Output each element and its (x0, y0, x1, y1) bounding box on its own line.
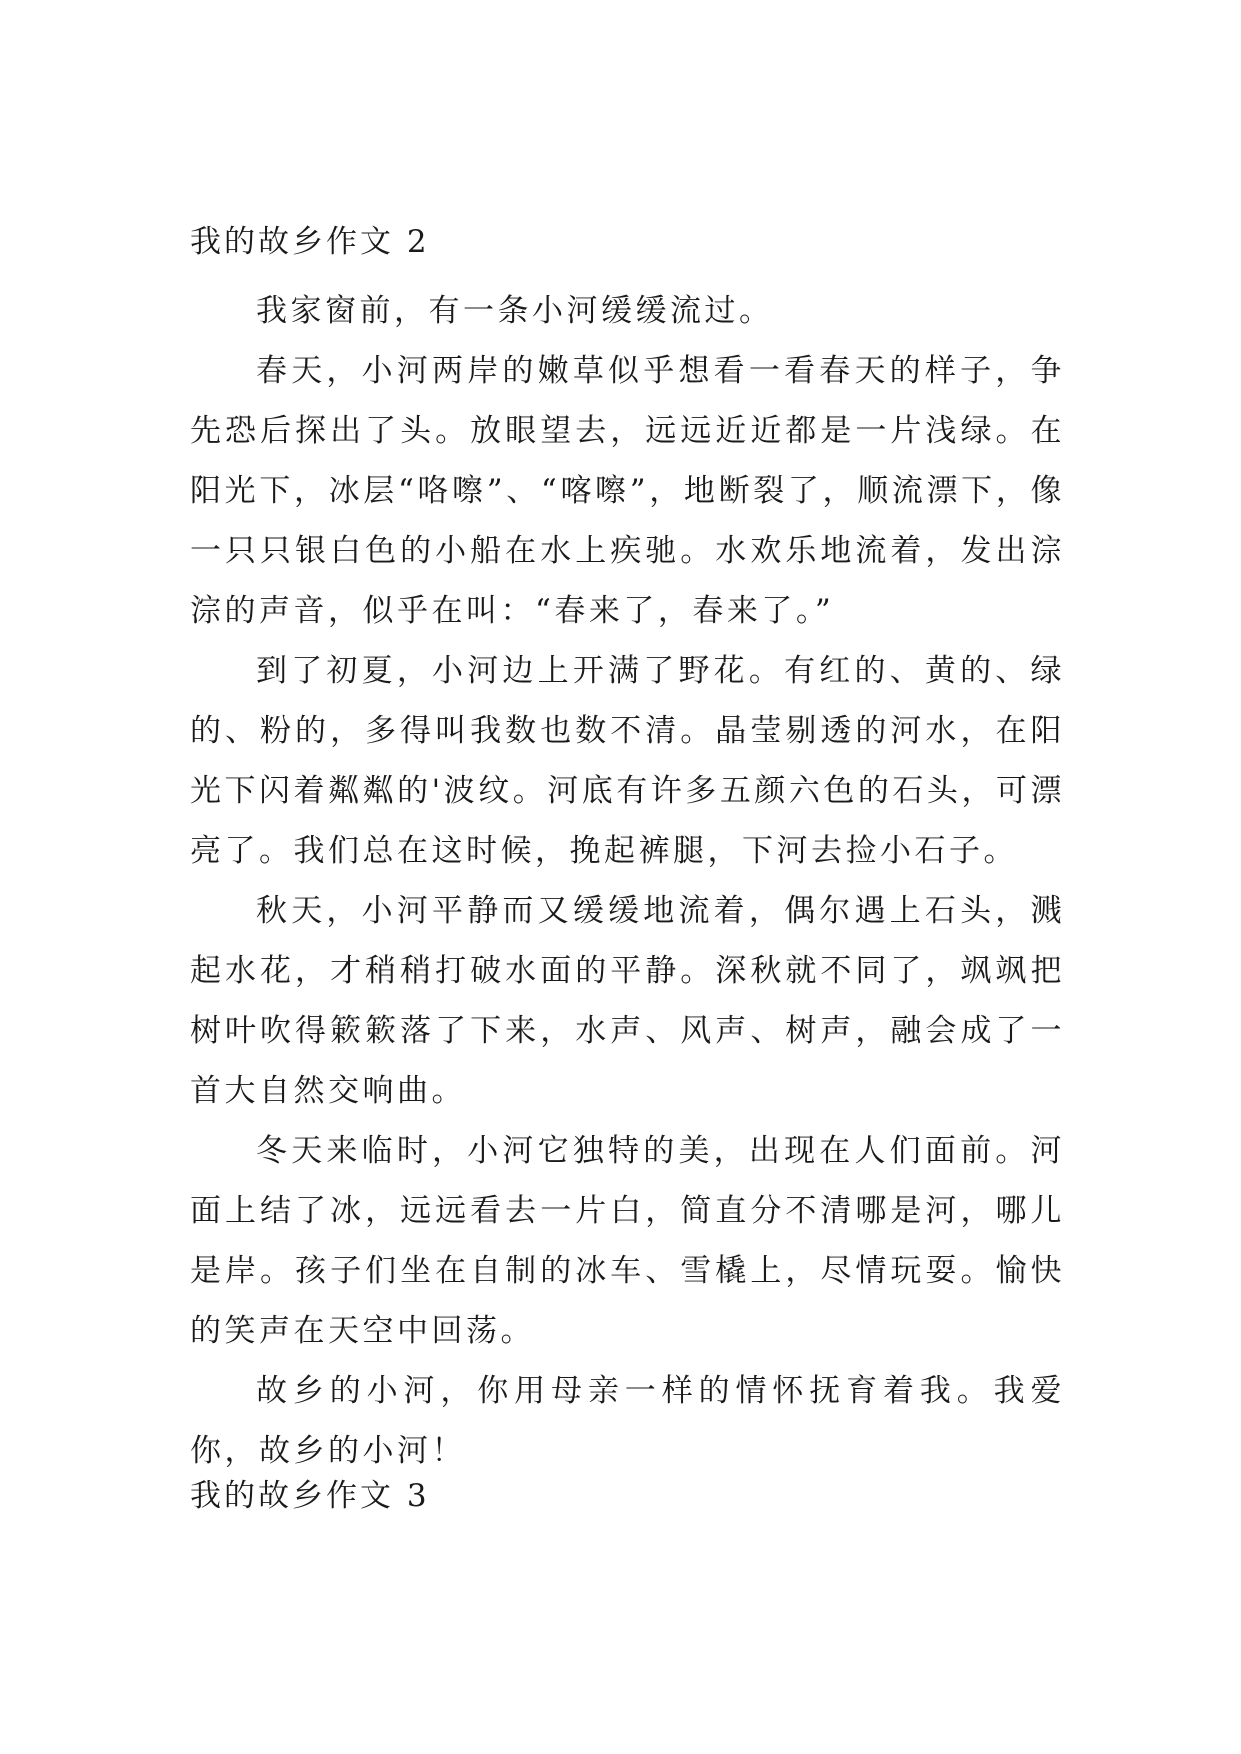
paragraph-4: 秋天，小河平静而又缓缓地流着，偶尔遇上石头，溅起水花，才稍稍打破水面的平静。深秋就不同了，飒飒把树叶吹得簌簌落了下来，水声、风声、树声，融会成了一首大自然交响曲。 (190, 893, 1065, 1109)
paragraph-1: 我家窗前，有一条小河缓缓流过。 (256, 293, 774, 329)
essay-2-body (190, 281, 1065, 1481)
essay-3-title: 我的故乡作文 3 (190, 1478, 430, 1514)
paragraph-3: 到了初夏，小河边上开满了野花。有红的、黄的、绿的、粉的，多得叫我数也数不清。晶莹剔透的河水，在阳光下闪着粼粼的'波纹。河底有许多五颜六色的石头，可漂亮了。我们总在这时候，挽起裤腿，下河去捡小石子。 (190, 653, 1065, 869)
paragraph-5: 冬天来临时，小河它独特的美，出现在人们面前。河面上结了冰，远远看去一片白，简直分不清哪是河，哪儿是岸。孩子们坐在自制的冰车、雪橇上，尽情玩耍。愉快的笑声在天空中回荡。 (190, 1133, 1065, 1349)
paragraph-6: 故乡的小河，你用母亲一样的情怀抚育着我。我爱你，故乡的小河！ (190, 1373, 1065, 1469)
essay-2-title: 我的故乡作文 2 (190, 224, 430, 260)
paragraph-2: 春天，小河两岸的嫩草似乎想看一看春天的样子，争先恐后探出了头。放眼望去，远远近近都是一片浅绿。在阳光下，冰层“咯嚓”、“喀嚓”，地断裂了，顺流漂下，像一只只银白色的小船在水上疾驰。水欢乐地流着，发出淙淙的声音，似乎在叫：“春来了，春来了。” (190, 353, 1065, 629)
